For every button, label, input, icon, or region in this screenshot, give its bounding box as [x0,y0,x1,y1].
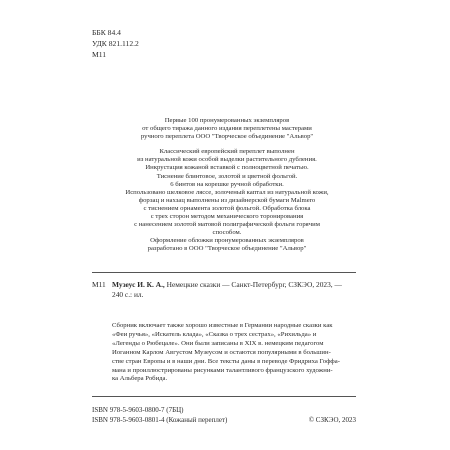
bibliography-title-line: Немецкие сказки — Санкт-Петербург, СЗКЭО, 2023, — [164,280,342,289]
colophon-line: 6 бинтов на корешке ручной обработки. [170,180,284,188]
colophon-line: Тиснение блинтовое, золотой и цветной фольгой. [156,172,298,180]
isbn-block [92,405,227,425]
summary-line: «Легенды о Рюбецале». Они были записаны в XIX в. немецким педагогом [112,339,324,347]
author-mark: М11 [92,50,107,60]
colophon-line: Первые 100 пронумерованных экземпляров [164,117,290,124]
summary-line: мана и проиллюстрированы рисунками талантливого французского художни- [112,366,333,374]
colophon-line: форзац и нахзац выполнены из дизайнерской бумаги Malmero [138,196,316,204]
book-summary [112,322,360,384]
summary-line: Сборник включает также хорошо известные в Германии народные сказки как [112,322,333,329]
colophon-line: Классический европейский переплет выполнен [159,148,295,156]
bibliography-code: М11 [92,280,106,289]
colophon-line: ручного переплета ООО "Творческое объединение "Альвор" [140,133,314,141]
colophon-line: от общего тиража данного издания переплетены мастерами [142,125,312,133]
summary-line: Иоганном Карлом Августом Музеусом и остаются популярными в большин- [112,348,331,356]
udk-code: УДК 821.112.2 [92,39,139,49]
colophon-line: с нанесением золотой матовой полиграфической фольги горячим способом. [134,221,320,237]
bibliographic-record [92,280,360,300]
colophon-line: Инкрустация кожаной вставкой с полноцветной печатью. [145,164,309,172]
colophon-line: с трех сторон методом механического торонирования [150,213,304,221]
divider-rule [92,272,356,273]
copyright-notice: © СЗКЭО, 2023 [308,416,356,424]
colophon-line: разработано в ООО "Творческое объединение "Альвор" [147,245,307,253]
colophon-block [120,117,334,254]
classification-block [92,27,139,61]
colophon-line: из натуральной кожи особой выделки растительного дубления. [137,156,317,164]
colophon-line: Оформление обложки пронумерованных экземпляров [150,237,304,245]
colophon-line: Использовано шелковое ляссе, золоченый каптал из натуральной кожи, [125,188,329,196]
bbk-code: ББК 84.4 [92,28,121,37]
isbn-line: ISBN 978-5-9603-0801-4 (Кожаный переплет) [92,416,228,424]
divider-rule [92,396,356,397]
summary-line: ка Альбера Робида. [112,375,168,383]
bibliography-pages: 240 с.: ил. [112,290,144,299]
isbn-line: ISBN 978-5-9603-0800-7 (7БЦ) [92,406,184,414]
bibliography-author: Музеус И. К. А., [112,280,165,289]
summary-line: «Феи ручья», «Искатель клада», «Сказка о трех сестрах», «Рихильда» и [112,330,317,338]
summary-line: стве стран Европы и в наши дни. Все тексты даны в переводе Фридриха Гоффа- [112,357,340,365]
colophon-line: с тиснением орнамента золотой фольгой. Обработка блока [143,204,311,212]
